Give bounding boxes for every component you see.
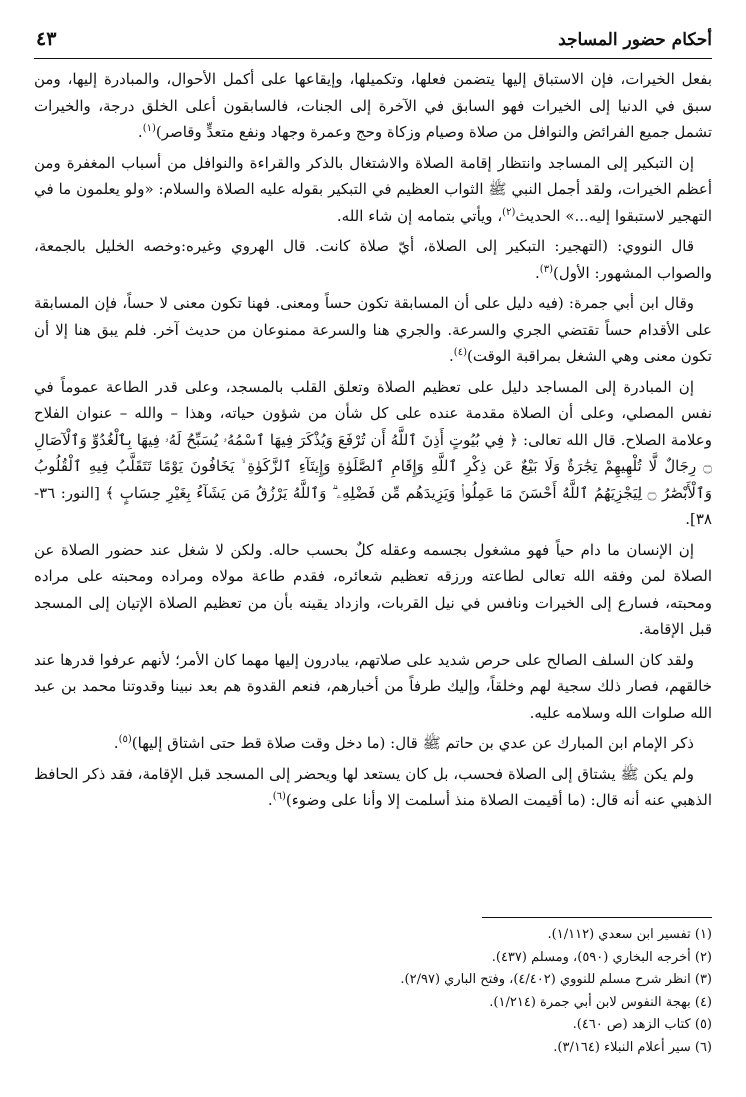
paragraph-7: ولقد كان السلف الصالح على حرص شديد على صلاتهم، يبادرون إليها مهما كان الأمر؛ لأنهم عرفوا قدرها عند خالقهم، فصار ذلك سجية لهم وخلقاً، وإليك طرفاً من أخبارهم، فنعم القدوة هم بعد نبينا وقدوتنا محمد بن عبد الله صلوات الله وسلامه عليه. (34, 650, 712, 722)
paragraph-3: قال النووي: (التهجير: التبكير إلى الصلاة، أيّ صلاة كانت. قال الهروي وغيره:وخصه الخليل بالجمعة، والصواب المشهور: الأول)$^{(٣)}$. (34, 237, 712, 282)
footnote-6: (٦) سير أعلام النبلاء (٣/١٦٤). (553, 1039, 712, 1055)
footnote-ref-6[interactable]: (٦) (272, 791, 286, 802)
footnote-ref-3[interactable]: (٣) (539, 263, 553, 275)
paragraph-4: وقال ابن أبي جمرة: (فيه دليل على أن المسابقة تكون حساً ومعنى. فهنا تكون معنى لا حساً، فإن المسابقة على الأقدام حساً تقتضي الجري والسرعة. والجري هنا والسرعة ممنوعان من حديث آخر. فلم يبق هنا إلا أن تكون معنى وهي الشغل بمراقبة الوقت)$^{(٤)}$. (34, 294, 712, 365)
footnote-2: (٢) أخرجه البخاري (٥٩٠)، ومسلم (٤٣٧). (491, 949, 712, 965)
footnote-1: (١) تفسير ابن سعدي (١/١١٢). (547, 927, 712, 942)
paragraph-2: إن التبكير إلى المساجد وانتظار إقامة الصلاة والاشتغال بالذكر والقراءة والنوافل من أسباب المغفرة ومن أعظم الخيرات، ولقد أجمل النبي ﷺ الثواب العظيم في التبكير بقوله عليه الصلاة والسلام: «ولو يعلمون ما في التهجير لاستبقوا إليه...» الحديث$^{(٢)}$، ويأتي بتمامه إن شاء الله. (34, 153, 712, 225)
paragraph-6: إن الإنسان ما دام حياً فهو مشغول بجسمه وعقله كلٌ بحسب حاله. ولكن لا شغل عند حضور الصلاة عن الصلاة لمن وفقه الله تعالى لطاعته ورزقه تعظيم شعائره، فقدم طاعة مولاه ومراده ومحبته على مراده ومحبته، فسارع إلى الخيرات ونافس في نيل القربات، وازداد يقينه بأن من تعظيم الصلاة الإتيان إلى المسجد قبل الإقامة. (34, 540, 712, 638)
paragraph-8: ذكر الإمام ابن المبارك عن عدي بن حاتم ﷺ قال: (ما دخل وقت صلاة قط حتى اشتاق إليها)$^{(٥)}$. (113, 734, 694, 752)
page-number: ٤٣ (36, 28, 57, 50)
header-title: أحكام حضور المساجد (558, 30, 712, 50)
footnote-4: (٤) بهجة النفوس لابن أبي جمرة (١/٢١٤). (489, 994, 712, 1010)
paragraph-1: بفعل الخيرات، فإن الاستباق إليها يتضمن فعلها، وتكميلها، وإيقاعها على أكمل الأحوال، والمبادرة إليها، ومن سبق في الدنيا إلى الخيرات فهو السابق في الآخرة إلى الجنات، فالسابقون أعلى الخلق درجة، والخيرات تشمل جميع الفرائض والنوافل من صلاة وصيام وزكاة وحج وعمرة وجهاد ونفع متعدٍّ وقاصر)$^{(١)}$. (34, 70, 712, 141)
footnotes (34, 924, 712, 1059)
footnote-ref-1[interactable]: (١) (142, 123, 156, 134)
footnote-ref-4[interactable]: (٤) (453, 347, 467, 358)
footnote-ref-5[interactable]: (٥) (118, 734, 132, 745)
footnote-3: (٣) انظر شرح مسلم للنووي (٤/٤٠٢)، وفتح الباري (٢/٩٧). (400, 972, 712, 987)
footnote-separator (482, 917, 712, 918)
running-header (34, 28, 712, 59)
main-text (34, 66, 712, 818)
footnote-5: (٥) كتاب الزهد (ص ٤٦٠). (572, 1017, 712, 1032)
paragraph-5-quran-verse: إن المبادرة إلى المساجد دليل على تعظيم الصلاة وتعلق القلب بالمسجد، وعلى قدر الطاعة عموماً في نفس المصلي، وعلى أن الصلاة مقدمة عنده على كل شأن من شؤون حياته، وهذا – والله – عنوان الفلاح وعلامة الصلاح. قال الله تعالى: ﴿ فِي بُيُوتٍ أَذِنَ ٱللَّهُ أَن تُرْفَعَ وَيُذْكَرَ فِيهَا ٱسْمُهُۥ يُسَبِّحُ لَهُۥ فِيهَا بِٱلْغُدُوِّ وَٱلْآصَالِ ۝ رِجَالٌ لَّا تُلْهِيهِمْ تِجَٰرَةٌ وَلَا بَيْعٌ عَن ذِكْرِ ٱللَّهِ وَإِقَامِ ٱلصَّلَوٰةِ وَإِيتَآءِ ٱلزَّكَوٰةِ ۙ يَخَافُونَ يَوْمًا تَتَقَلَّبُ فِيهِ ٱلْقُلُوبُ وَٱلْأَبْصَٰرُ ۝ لِيَجْزِيَهُمُ ٱللَّهُ أَحْسَنَ مَا عَمِلُوا۟ وَيَزِيدَهُم مِّن فَضْلِهِۦ ۗ وَٱللَّهُ يَرْزُقُ مَن يَشَآءُ بِغَيْرِ حِسَابٍ ﴾ [النور: ٣٦- ٣٨]. (34, 377, 712, 528)
paragraph-9: ولم يكن ﷺ يشتاق إلى الصلاة فحسب، بل كان يستعد لها ويحضر إلى المسجد قبل الإقامة، فقد ذكر الحافظ الذهبي عنه أنه قال: (ما أقيمت الصلاة منذ أسلمت إلا وأنا على وضوء)$^{(٦)}$. (34, 764, 712, 809)
footnote-ref-2[interactable]: (٢) (502, 206, 516, 218)
